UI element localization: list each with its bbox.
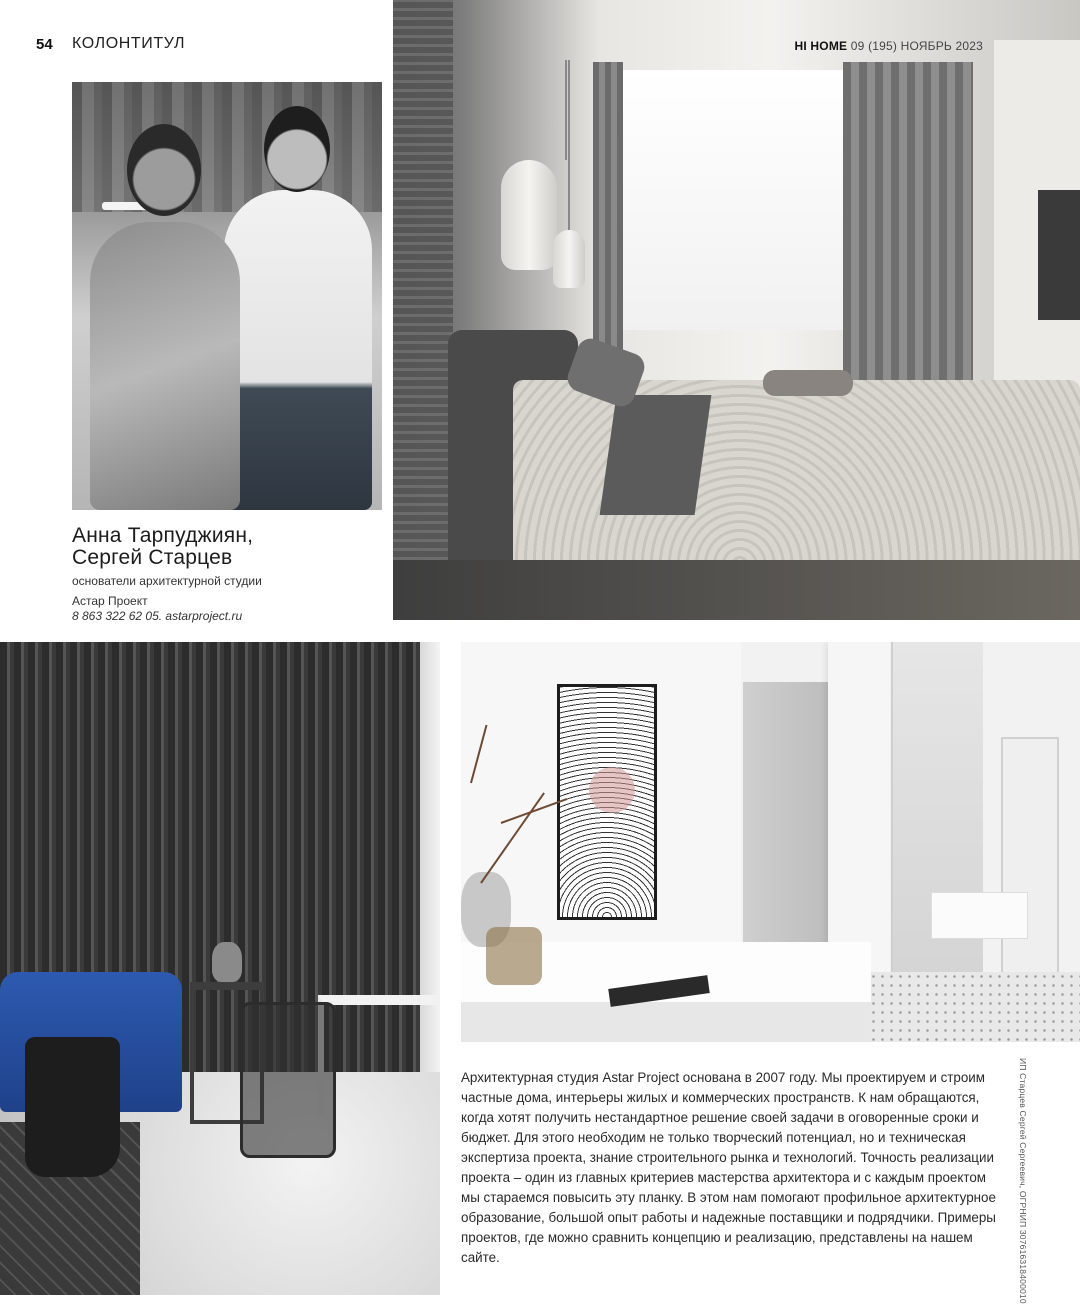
founders-names [72,525,253,569]
woman-figure [90,222,240,510]
article-paragraph: Архитектурная студия Astar Project основана в 2007 году. Мы проектируем и строим частные дома, интерьеры жилых и коммерческих пространств. К нам обращаются, когда хотят получить нестандартное решение своей задачи в оговоренные сроки и бюджет. Для этого необходим не только творческий потенциал, но и техническая экспертиза проекта, знание строительного рынка и технологий. Точность реализации проекта – один из главных критериев мастерства архитектора и с каждым проектом мы стараемся повысить эту планку. В этом нам помогают профильное архитектурное образование, большой опыт работы и надежные поставщики и подрядчики. Примеры проектов, где можно сравнить концепцию и реализацию, представлены на нашем сайте. [461,1070,996,1265]
pillow [763,370,853,396]
pendant-cord [565,60,567,160]
founders-role [72,571,332,611]
tv-screen [1038,190,1080,320]
curtain-right [843,62,973,382]
bed-cover [513,380,1080,565]
magazine-name: HI HOME [794,39,848,53]
mosaic-wall [393,0,453,620]
contact-info: 8 863 322 62 05. astarproject.ru [72,609,243,623]
role-line-2: Астар Проект [72,594,148,608]
table-shadow [461,1002,871,1042]
pendant-cord [568,60,570,230]
issue-info: 09 (195) НОЯБРЬ 2023 [850,39,983,53]
role-line-1: основатели архитектурной студии [72,574,262,588]
founder-name-2: Сергей Старцев [72,546,233,569]
hallway-photo [461,642,1080,1042]
magazine-issue [795,39,984,53]
founder-name-1: Анна Тарпуджиян, [72,524,254,547]
ceramic-vase [212,942,242,982]
legal-notice [1014,1058,1028,1304]
floating-shelf [931,892,1028,939]
man-figure [224,190,372,510]
page-number: 54 [36,36,53,53]
ceiling-ducts [72,82,382,212]
window [623,70,843,330]
article-body [461,1068,1001,1268]
door [1001,737,1059,981]
wood-floor [393,560,1080,620]
white-desk [318,995,440,1115]
wardrobe [743,682,828,972]
man-head [264,106,330,192]
woman-head [127,124,201,216]
section-title: КОЛОНТИТУЛ [72,35,186,52]
amber-jar [486,927,542,985]
legal-text: ИП Старцев Сергей Сергеевич, ОГРНИП 307616318400010 [1018,1058,1028,1304]
bedroom-photo [393,0,1080,620]
pendant-lamp [501,160,557,270]
curtain-left [593,62,623,352]
black-blanket [25,1037,120,1177]
pendant-lamp-small [553,230,585,288]
bed-throw [600,395,712,515]
art-pink-circle [589,767,635,813]
living-room-photo [0,642,440,1295]
chair [240,1002,336,1158]
founders-portrait-photo [72,82,382,510]
